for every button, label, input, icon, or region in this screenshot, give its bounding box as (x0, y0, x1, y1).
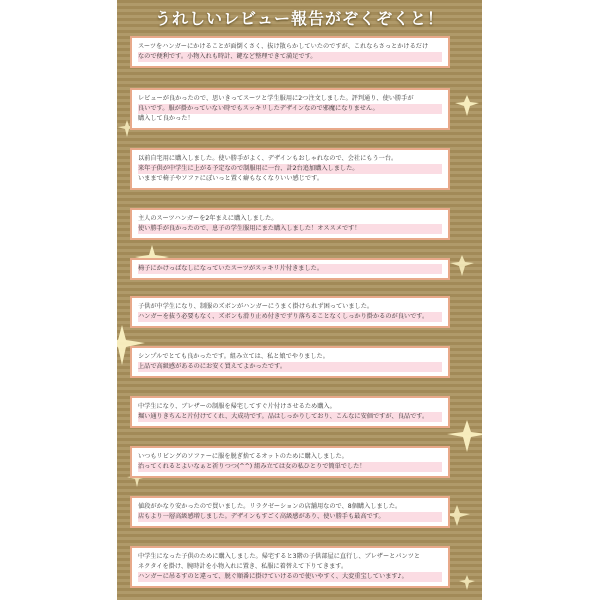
review-text: 店もより一層高級感増しました。デザインもすごく高級感があり、使い勝手も最高です。 (138, 512, 442, 522)
review-text: スーツをハンガーにかけることが面倒くさく、抜け散らかしていたのですが、これならさっとかけるだけ (138, 43, 429, 50)
review-text: ハンガーに吊るすのと違って、脱ぐ順番に掛けていけるので使いやすく、大変重宝しています♪。 (138, 572, 442, 582)
review-text: シンプルでとても良かったです。組み立ては、私と娘でやりました。 (138, 353, 329, 360)
review-text: 子供が中学生になり、制服のズボンがハンガーにうまく掛けられず困っていました。 (138, 303, 374, 310)
review-text: なので便利です。小物入れも時計、鍵など整理できて満足です。 (138, 52, 442, 62)
review-card (130, 296, 450, 328)
review-text: 中学生になった子供のために購入しました。帰宅すると3階の子供部屋に直行し、ブレザーとパンツと (138, 553, 421, 560)
review-text: レビューが良かったので、思いきってスーツと学生服用に2つ注文しました。評判通り、使い勝手が (138, 95, 414, 102)
review-card (130, 396, 450, 428)
review-card (130, 36, 450, 68)
review-text: いままで椅子やソファにぽいっと置く癖もなくなりいい感じです。 (138, 175, 324, 182)
review-text: 使い勝手が良かったので、息子の学生服用にまた購入しました！オススメです！ (138, 224, 442, 234)
review-text: いつもリビングのソファーに服を脱ぎ捨てるオットのために購入しました。 (138, 453, 348, 460)
review-text: ネクタイを掛け、腕時計を小物入れに置き、私服に着替えて下りてきます。 (138, 563, 348, 570)
review-text: 中学生になり、ブレザーの制服を帰宅してすぐ片付けさせるため購入。 (138, 403, 336, 410)
review-card (130, 148, 450, 190)
review-card (130, 88, 450, 130)
review-card (130, 446, 450, 478)
page-title: うれしいレビュー報告がぞくぞくと！ (154, 9, 444, 28)
review-card (130, 496, 450, 528)
review-card (130, 546, 450, 588)
review-text: 上品で高級感があるのにお安く買えてよかったです。 (138, 362, 442, 372)
review-card (130, 346, 450, 378)
review-text: 来年子供が中学生に上がる予定なので制服用に一台、計2台追加購入しました。 (138, 164, 442, 174)
review-card (130, 208, 450, 240)
review-text: 以前自宅用に購入しました。使い勝手がよく、デザインもおしゃれなので、会社にもう一台。 (138, 155, 398, 162)
review-text: 良いです。服が掛かっていない時でもスッキリしたデザインなので邪魔になりません。 (138, 104, 442, 114)
review-text: ハンガーを抜う必要もなく、ズボンも滑り止め付きでずり落ちることなくしっかり掛かるのが良いです。 (138, 312, 442, 322)
review-text: 椅子にかけっぱなしになっていたスーツがスッキリ片付きました。 (138, 264, 442, 274)
review-text: 購入して良かった！ (138, 115, 194, 122)
review-card (130, 258, 450, 280)
review-text: 治ってくれるとよいなぁと祈りつつ(^^) 組み立ては女の私ひとりで簡単でした！ (138, 462, 442, 472)
review-text: 堀い通りきちんと片付けてくれ、大成功です。品はしっかりしており、こんなに安価ですが、良品です。 (138, 412, 442, 422)
review-text: 値段がかなり安かったので買いました。リラクゼーションの店舗用なので、8個購入しました。 (138, 503, 402, 510)
review-text: 主人のスーツハンガーを2年まえに購入しました。 (138, 215, 278, 222)
review-panel (117, 0, 482, 600)
